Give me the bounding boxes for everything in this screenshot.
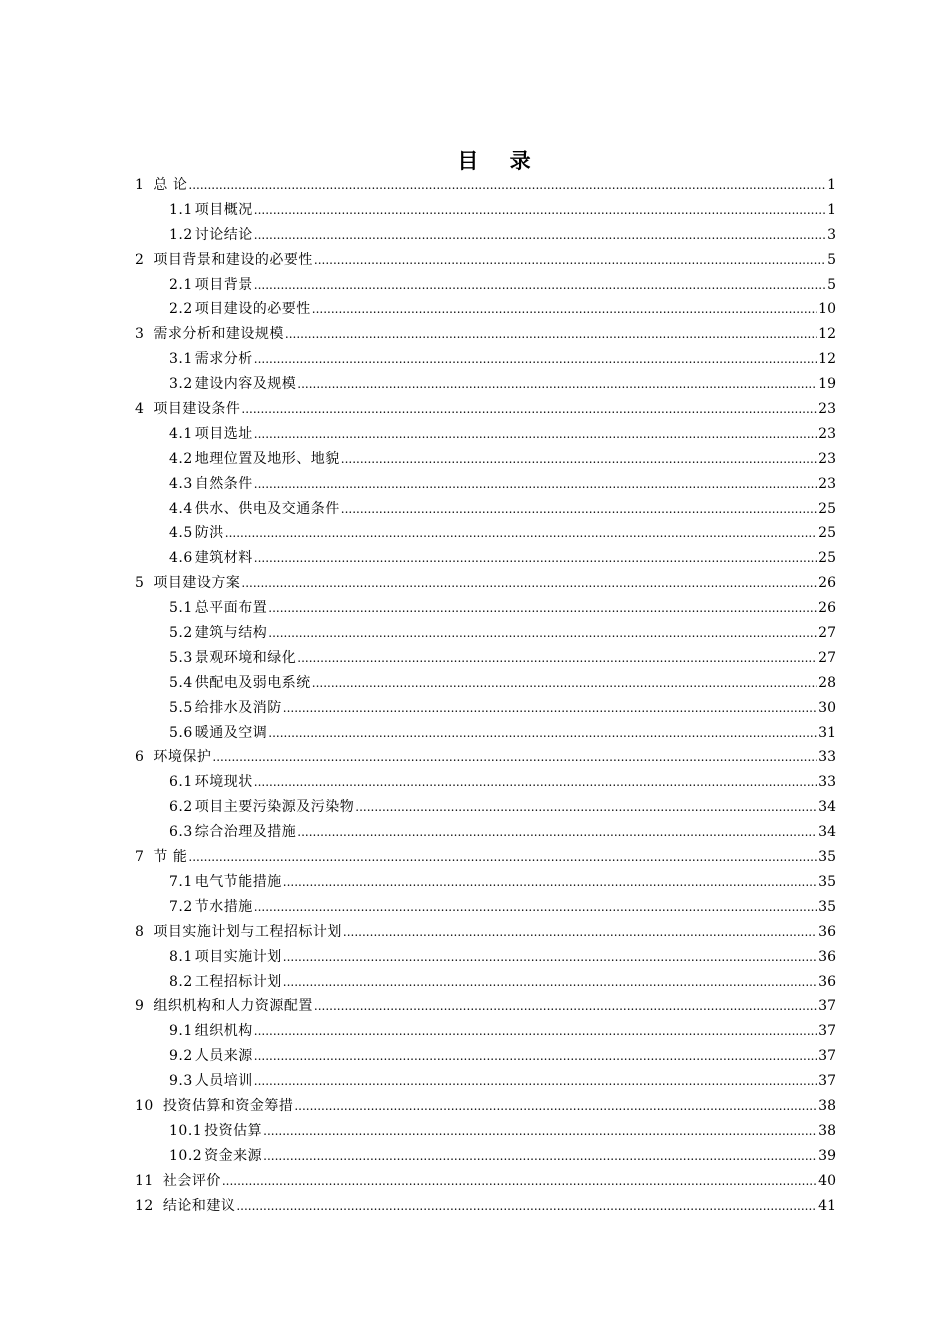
toc-entry-label: 项目主要污染源及污染物 xyxy=(194,799,355,816)
toc-dot-leader xyxy=(283,945,817,970)
toc-dot-leader xyxy=(314,994,817,1019)
toc-entry-label: 景观环境和绿化 xyxy=(194,649,297,666)
toc-entry-text xyxy=(169,621,267,646)
toc-entry-label: 项目概况 xyxy=(194,201,253,218)
toc-section-entry[interactable] xyxy=(135,646,836,671)
toc-entry-label: 人员来源 xyxy=(194,1048,253,1065)
toc-page-number: 37 xyxy=(818,1023,836,1040)
toc-entry-number: 8.1 xyxy=(169,948,193,965)
toc-entry-number: 7.2 xyxy=(169,898,193,915)
toc-dot-leader xyxy=(268,596,817,621)
toc-chapter-entry[interactable] xyxy=(135,920,836,945)
toc-page-number: 26 xyxy=(818,575,836,592)
toc-page-number: 5 xyxy=(827,251,836,268)
toc-page-number: 39 xyxy=(818,1147,836,1164)
toc-entry-text xyxy=(135,745,211,770)
toc-dot-leader xyxy=(254,1044,817,1069)
toc-entry-text xyxy=(169,297,311,322)
toc-entry-label: 投资估算 xyxy=(204,1122,263,1139)
toc-entry-text xyxy=(169,521,224,546)
toc-entry-label: 供水、供电及交通条件 xyxy=(194,500,340,517)
toc-entry-text xyxy=(135,173,187,198)
toc-entry-text xyxy=(169,795,354,820)
toc-section-entry[interactable] xyxy=(135,447,836,472)
toc-entry-label: 项目选址 xyxy=(194,425,253,442)
toc-dot-leader xyxy=(254,895,817,920)
toc-page-number: 1 xyxy=(827,177,836,193)
toc-dot-leader xyxy=(283,696,817,721)
toc-dot-leader xyxy=(312,671,817,696)
toc-entry-label: 节水措施 xyxy=(194,898,253,915)
toc-entry-text xyxy=(169,497,340,522)
toc-entry-text xyxy=(169,1069,253,1094)
toc-dot-leader xyxy=(297,820,817,845)
toc-section-entry[interactable] xyxy=(135,696,836,721)
toc-entry-number: 8 xyxy=(135,923,145,940)
toc-entry-label: 总平面布置 xyxy=(194,600,268,617)
toc-entry-text xyxy=(135,994,313,1019)
toc-page-number: 10 xyxy=(818,301,836,318)
toc-entry-text xyxy=(135,248,313,273)
toc-entry-label: 供配电及弱电系统 xyxy=(194,674,311,691)
toc-entry-text xyxy=(169,596,267,621)
toc-entry-number: 12 xyxy=(135,1197,154,1214)
toc-entry-text xyxy=(169,546,253,571)
toc-page-number: 33 xyxy=(818,749,836,766)
toc-entry-number: 5.6 xyxy=(169,724,193,741)
toc-entry-label: 自然条件 xyxy=(194,475,253,492)
toc-entry-number: 10.1 xyxy=(169,1122,203,1139)
toc-entry-label: 节 能 xyxy=(153,849,188,866)
toc-section-entry[interactable] xyxy=(135,521,836,546)
page-title: 目 录 xyxy=(457,148,543,173)
toc-entry-text xyxy=(169,820,296,845)
toc-entry-number: 4.3 xyxy=(169,475,193,492)
toc-entry-text xyxy=(169,472,253,497)
toc-entry-text xyxy=(169,646,296,671)
toc-entry-label: 暖通及空调 xyxy=(194,724,268,741)
toc-dot-leader xyxy=(188,173,826,198)
toc-entry-label: 综合治理及措施 xyxy=(194,824,297,841)
toc-page-number: 26 xyxy=(818,600,836,617)
toc-entry-number: 3.2 xyxy=(169,376,193,393)
toc-entry-number: 7.1 xyxy=(169,873,193,890)
toc-dot-leader xyxy=(285,322,817,347)
toc-entry-label: 项目建设方案 xyxy=(153,575,241,592)
toc-entry-text xyxy=(169,1119,262,1144)
toc-entry-label: 防洪 xyxy=(194,525,224,542)
toc-section-entry[interactable] xyxy=(135,472,836,497)
toc-page-number: 30 xyxy=(818,699,836,716)
toc-dot-leader xyxy=(236,1194,817,1219)
toc-chapter-entry[interactable] xyxy=(135,397,836,422)
toc-dot-leader xyxy=(254,472,817,497)
toc-dot-leader xyxy=(341,447,817,472)
toc-entry-label: 社会评价 xyxy=(162,1172,221,1189)
toc-chapter-entry[interactable] xyxy=(135,845,836,870)
toc-section-entry[interactable] xyxy=(135,422,836,447)
toc-entry-label: 环境保护 xyxy=(153,749,212,766)
toc-dot-leader xyxy=(188,845,817,870)
toc-dot-leader xyxy=(254,223,826,248)
toc-entry-text xyxy=(169,223,253,248)
toc-section-entry[interactable] xyxy=(135,223,836,248)
toc-dot-leader xyxy=(241,571,817,596)
toc-entry-label: 需求分析 xyxy=(194,351,253,368)
toc-section-entry[interactable] xyxy=(135,497,836,522)
toc-entry-label: 电气节能措施 xyxy=(194,873,282,890)
toc-dot-leader xyxy=(225,521,817,546)
toc-dot-leader xyxy=(294,1094,817,1119)
toc-section-entry[interactable] xyxy=(135,1144,836,1169)
toc-entry-label: 项目背景和建设的必要性 xyxy=(153,251,313,268)
toc-dot-leader xyxy=(254,198,826,223)
toc-entry-text xyxy=(135,571,240,596)
toc-dot-leader xyxy=(297,646,817,671)
toc-entry-number: 3 xyxy=(135,326,145,343)
toc-page-number: 36 xyxy=(818,948,836,965)
toc-entry-label: 组织机构和人力资源配置 xyxy=(153,998,313,1015)
toc-section-entry[interactable] xyxy=(135,1069,836,1094)
toc-section-entry[interactable] xyxy=(135,945,836,970)
toc-entry-label: 环境现状 xyxy=(194,774,253,791)
toc-page-number: 41 xyxy=(818,1197,836,1214)
toc-page-number: 5 xyxy=(827,276,836,293)
toc-entry-label: 项目建设的必要性 xyxy=(194,301,311,318)
toc-entry-text xyxy=(169,273,253,298)
toc-entry-text xyxy=(169,447,340,472)
toc-entry-text xyxy=(135,1094,293,1119)
toc-entry-text xyxy=(169,696,282,721)
toc-section-entry[interactable] xyxy=(135,297,836,322)
toc-dot-leader xyxy=(263,1119,817,1144)
toc-chapter-entry[interactable] xyxy=(135,1194,836,1219)
toc-entry-text xyxy=(169,970,282,995)
toc-entry-number: 9.2 xyxy=(169,1048,193,1065)
toc-dot-leader xyxy=(268,721,817,746)
toc-page-number: 35 xyxy=(818,849,836,866)
toc-dot-leader xyxy=(241,397,817,422)
toc-section-entry[interactable] xyxy=(135,1119,836,1144)
toc-dot-leader xyxy=(283,970,817,995)
toc-entry-label: 给排水及消防 xyxy=(194,699,282,716)
toc-section-entry[interactable] xyxy=(135,770,836,795)
toc-entry-number: 8.2 xyxy=(169,973,193,990)
toc-dot-leader xyxy=(254,1019,817,1044)
toc-entry-label: 建筑与结构 xyxy=(194,625,268,642)
toc-page-number: 35 xyxy=(818,898,836,915)
toc-page-number: 36 xyxy=(818,973,836,990)
toc-chapter-entry[interactable] xyxy=(135,745,836,770)
toc-page-number: 28 xyxy=(818,674,836,691)
toc-page-number: 25 xyxy=(818,525,836,542)
toc-dot-leader xyxy=(254,546,817,571)
toc-chapter-entry[interactable] xyxy=(135,571,836,596)
toc-chapter-entry[interactable] xyxy=(135,173,836,198)
toc-entry-label: 项目建设条件 xyxy=(153,401,241,418)
toc-section-entry[interactable] xyxy=(135,721,836,746)
toc-dot-leader xyxy=(283,870,817,895)
toc-section-entry[interactable] xyxy=(135,870,836,895)
toc-entry-number: 4.5 xyxy=(169,525,193,542)
toc-entry-number: 1.2 xyxy=(169,226,193,243)
toc-section-entry[interactable] xyxy=(135,621,836,646)
toc-section-entry[interactable] xyxy=(135,198,836,223)
toc-section-entry[interactable] xyxy=(135,372,836,397)
toc-page-number: 34 xyxy=(818,824,836,841)
toc-entry-label: 讨论结论 xyxy=(194,226,253,243)
toc-chapter-entry[interactable] xyxy=(135,322,836,347)
toc-entry-label: 项目背景 xyxy=(194,276,253,293)
toc-entry-text xyxy=(169,870,282,895)
toc-dot-leader xyxy=(254,422,817,447)
toc-page-number: 33 xyxy=(818,774,836,791)
toc-section-entry[interactable] xyxy=(135,1019,836,1044)
toc-entry-number: 7 xyxy=(135,849,145,866)
toc-entry-number: 5.4 xyxy=(169,674,193,691)
toc-entry-text xyxy=(169,1044,253,1069)
toc-chapter-entry[interactable] xyxy=(135,994,836,1019)
toc-section-entry[interactable] xyxy=(135,795,836,820)
toc-page-number: 27 xyxy=(818,649,836,666)
toc-entry-text xyxy=(135,322,284,347)
toc-entry-text xyxy=(135,845,187,870)
toc-dot-leader xyxy=(268,621,817,646)
toc-chapter-entry[interactable] xyxy=(135,248,836,273)
toc-entry-text xyxy=(169,347,253,372)
toc-entry-label: 需求分析和建设规模 xyxy=(153,326,284,343)
toc-entry-text xyxy=(169,372,296,397)
toc-page-number: 35 xyxy=(818,873,836,890)
toc-dot-leader xyxy=(212,745,817,770)
toc-section-entry[interactable] xyxy=(135,895,836,920)
toc-entry-number: 5.5 xyxy=(169,699,193,716)
toc-section-entry[interactable] xyxy=(135,546,836,571)
toc-section-entry[interactable] xyxy=(135,970,836,995)
toc-section-entry[interactable] xyxy=(135,1044,836,1069)
toc-chapter-entry[interactable] xyxy=(135,1169,836,1194)
toc-page-number: 12 xyxy=(818,351,836,368)
toc-entry-number: 11 xyxy=(135,1172,154,1189)
toc-entry-number: 9.1 xyxy=(169,1023,193,1040)
toc-page-number: 36 xyxy=(818,923,836,940)
toc-entry-number: 4.6 xyxy=(169,550,193,567)
toc-entry-number: 6.3 xyxy=(169,824,193,841)
toc-dot-leader xyxy=(312,297,817,322)
toc-entry-label: 组织机构 xyxy=(194,1023,253,1040)
toc-page-number: 34 xyxy=(818,799,836,816)
toc-entry-number: 4.4 xyxy=(169,500,193,517)
toc-page-number: 12 xyxy=(818,326,836,343)
toc-dot-leader xyxy=(222,1169,817,1194)
toc-entry-text xyxy=(169,671,311,696)
toc-page-number: 31 xyxy=(818,724,836,741)
toc-page-number: 23 xyxy=(818,475,836,492)
toc-section-entry[interactable] xyxy=(135,671,836,696)
toc-section-entry[interactable] xyxy=(135,347,836,372)
toc-dot-leader xyxy=(297,372,817,397)
toc-page-number: 38 xyxy=(818,1097,836,1114)
toc-entry-number: 10.2 xyxy=(169,1147,203,1164)
toc-page-number: 38 xyxy=(818,1122,836,1139)
toc-entry-number: 2.2 xyxy=(169,301,193,318)
toc-entry-number: 6.2 xyxy=(169,799,193,816)
toc-page-number: 40 xyxy=(818,1172,836,1189)
toc-page-number: 37 xyxy=(818,998,836,1015)
toc-dot-leader xyxy=(254,273,826,298)
toc-entry-text xyxy=(169,945,282,970)
toc-entry-label: 地理位置及地形、地貌 xyxy=(194,450,340,467)
toc-entry-number: 4.1 xyxy=(169,425,193,442)
toc-chapter-entry[interactable] xyxy=(135,1094,836,1119)
toc-entry-text xyxy=(135,920,342,945)
toc-section-entry[interactable] xyxy=(135,273,836,298)
toc-page-number: 23 xyxy=(818,401,836,418)
toc-entry-text xyxy=(135,1194,235,1219)
toc-entry-number: 4.2 xyxy=(169,450,193,467)
toc-page-number: 23 xyxy=(818,425,836,442)
toc-entry-label: 项目实施计划 xyxy=(194,948,282,965)
toc-page-number: 1 xyxy=(827,201,836,218)
toc-entry-text xyxy=(169,1019,253,1044)
toc-page-number: 37 xyxy=(818,1073,836,1090)
toc-dot-leader xyxy=(343,920,817,945)
toc-dot-leader xyxy=(341,497,817,522)
toc-page-number: 25 xyxy=(818,550,836,567)
toc-entry-label: 建筑材料 xyxy=(194,550,253,567)
toc-entry-text xyxy=(169,721,267,746)
toc-page-number: 19 xyxy=(818,376,836,393)
toc-entry-label: 工程招标计划 xyxy=(194,973,282,990)
toc-entry-label: 资金来源 xyxy=(204,1147,263,1164)
toc-entry-number: 2.1 xyxy=(169,276,193,293)
toc-entry-number: 5.1 xyxy=(169,600,193,617)
toc-page-number: 27 xyxy=(818,625,836,642)
toc-entry-number: 6 xyxy=(135,749,145,766)
toc-entry-text xyxy=(169,895,253,920)
toc-entry-label: 建设内容及规模 xyxy=(194,376,297,393)
toc-dot-leader xyxy=(254,1069,817,1094)
toc-entry-number: 10 xyxy=(135,1097,154,1114)
toc-entry-number: 5.3 xyxy=(169,649,193,666)
toc-dot-leader xyxy=(314,248,826,273)
toc-section-entry[interactable] xyxy=(135,596,836,621)
toc-page-number: 3 xyxy=(827,226,836,243)
toc-entry-number: 4 xyxy=(135,401,145,418)
toc-entry-text xyxy=(169,422,253,447)
toc-entry-text xyxy=(169,198,253,223)
toc-dot-leader xyxy=(254,347,817,372)
toc-entry-text xyxy=(169,770,253,795)
toc-entry-number: 1.1 xyxy=(169,201,193,218)
toc-entry-text xyxy=(135,397,240,422)
toc-entry-number: 5.2 xyxy=(169,625,193,642)
toc-entry-number: 2 xyxy=(135,251,145,268)
toc-entry-number: 6.1 xyxy=(169,774,193,791)
toc-dot-leader xyxy=(263,1144,817,1169)
toc-entry-label: 项目实施计划与工程招标计划 xyxy=(153,923,342,940)
toc-entry-number: 3.1 xyxy=(169,351,193,368)
toc-entry-number: 1 xyxy=(135,177,145,193)
toc-entry-label: 总 论 xyxy=(153,177,188,193)
toc-entry-text xyxy=(135,1169,221,1194)
toc-page-number: 37 xyxy=(818,1048,836,1065)
table-of-contents xyxy=(135,173,836,1218)
toc-entry-label: 人员培训 xyxy=(194,1073,253,1090)
toc-entry-number: 5 xyxy=(135,575,145,592)
toc-entry-label: 投资估算和资金筹措 xyxy=(162,1097,294,1114)
toc-entry-label: 结论和建议 xyxy=(162,1197,236,1214)
toc-entry-text xyxy=(169,1144,262,1169)
toc-entry-number: 9 xyxy=(135,998,145,1015)
toc-page-number: 23 xyxy=(818,450,836,467)
toc-dot-leader xyxy=(254,770,817,795)
toc-section-entry[interactable] xyxy=(135,820,836,845)
toc-page-number: 25 xyxy=(818,500,836,517)
toc-dot-leader xyxy=(355,795,817,820)
toc-entry-number: 9.3 xyxy=(169,1073,193,1090)
